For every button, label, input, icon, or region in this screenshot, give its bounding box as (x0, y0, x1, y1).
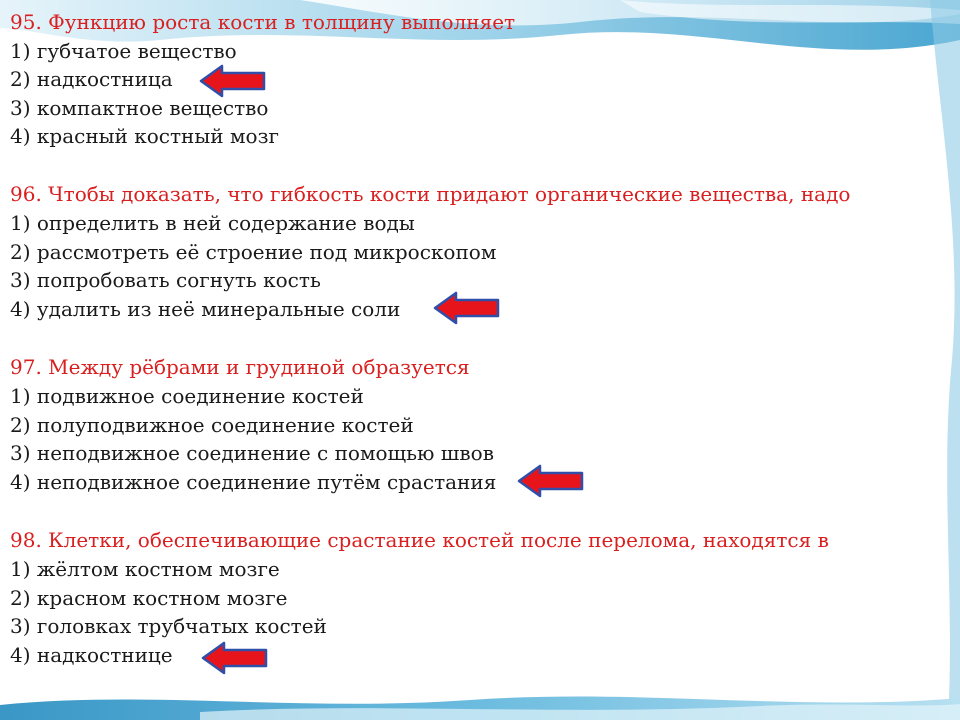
question-title: 95. Функцию роста кости в толщину выполняет (10, 10, 516, 34)
answer-option: 1) жёлтом костном мозге (10, 557, 280, 581)
answer-option: 4) надкостнице (10, 643, 173, 667)
answer-option: 3) попробовать согнуть кость (10, 268, 321, 292)
answer-option: 4) красный костный мозг (10, 124, 279, 148)
left-arrow-icon (432, 290, 502, 326)
answer-option: 4) неподвижное соединение путём срастания (10, 470, 497, 494)
answer-option: 2) надкостница (10, 67, 173, 91)
answer-option: 3) неподвижное соединение с помощью швов (10, 441, 494, 465)
answer-option: 1) губчатое вещество (10, 39, 237, 63)
question-title: 97. Между рёбрами и грудиной образуется (10, 355, 470, 379)
answer-option: 3) компактное вещество (10, 96, 269, 120)
left-arrow-icon (198, 63, 268, 99)
answer-option: 4) удалить из неё минеральные соли (10, 297, 401, 321)
answer-option: 2) полуподвижное соединение костей (10, 413, 414, 437)
left-arrow-icon (516, 463, 586, 499)
answer-option: 1) определить в ней содержание воды (10, 211, 415, 235)
question-title: 98. Клетки, обеспечивающие срастание костей после перелома, находятся в (10, 528, 829, 552)
answer-option: 2) красном костном мозге (10, 586, 288, 610)
answer-option: 3) головках трубчатых костей (10, 614, 327, 638)
question-title: 96. Чтобы доказать, что гибкость кости придают органические вещества, надо (10, 182, 851, 206)
answer-option: 1) подвижное соединение костей (10, 384, 364, 408)
answer-option: 2) рассмотреть её строение под микроскопом (10, 240, 497, 264)
left-arrow-icon (200, 640, 270, 676)
